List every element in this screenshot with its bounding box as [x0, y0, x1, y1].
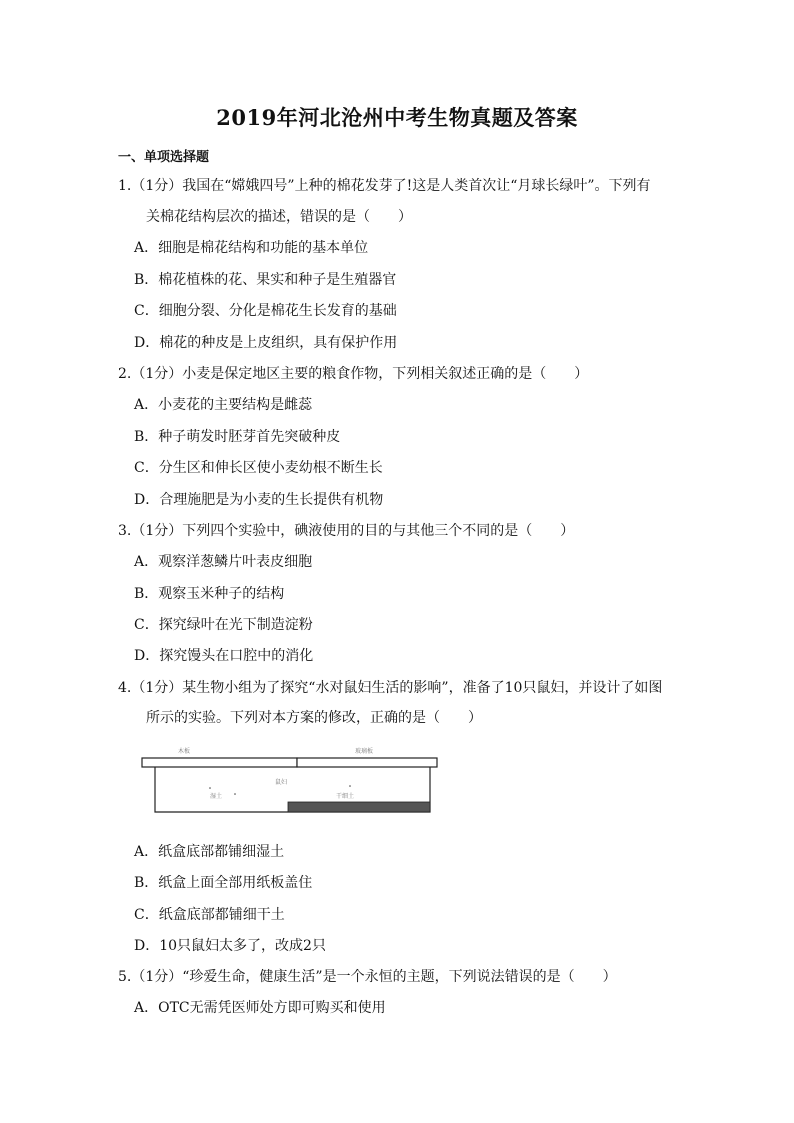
question-2-option-d: D．合理施肥是为小麦的生长提供有机物: [134, 492, 384, 508]
question-3-option-b: B．观察玉米种子的结构: [134, 586, 285, 602]
question-4-option-b: B．纸盒上面全部用纸板盖住: [134, 875, 313, 891]
question-4-option-a: A．纸盒底部都铺细湿土: [134, 844, 285, 860]
question-2-option-c: C．分生区和伸长区使小麦幼根不断生长: [134, 460, 383, 476]
woodlouse-mark: [234, 793, 236, 795]
question-5-option-a: A．OTC无需凭医师处方即可购买和使用: [134, 1000, 386, 1016]
question-2-stem-line-1: 2.（1分）小麦是保定地区主要的粮食作物，下列相关叙述正确的是（ ）: [118, 366, 589, 382]
figure-label-dry-soil: 干细土: [336, 793, 355, 800]
question-5-stem-line-1: 5.（1分）“珍爱生命，健康生活”是一个永恒的主题，下列说法错误的是（ ）: [118, 969, 617, 985]
question-3-option-d: D．探究馒头在口腔中的消化: [134, 648, 314, 664]
figure-label-glass: 玻璃板: [355, 748, 374, 755]
question-2-option-b: B．种子萌发时胚芽首先突破种皮: [134, 429, 341, 445]
figure-label-woodlouse: 鼠妇: [275, 779, 288, 786]
page-title: 2019年河北沧州中考生物真题及答案: [216, 105, 578, 130]
figure-label-wet-soil: 湿土: [210, 793, 223, 800]
question-1-option-d: D．棉花的种皮是上皮组织，具有保护作用: [134, 335, 398, 351]
question-3-option-a: A．观察洋葱鳞片叶表皮细胞: [134, 554, 313, 570]
question-4-option-d: D．10只鼠妇太多了，改成2只: [134, 938, 326, 954]
woodlouse-mark: [349, 785, 351, 787]
question-1-stem-line-2: 关棉花结构层次的描述，错误的是（ ）: [146, 209, 412, 225]
wood-board-cover: [142, 758, 297, 767]
woodlouse-mark: [209, 787, 211, 789]
question-3-option-c: C．探究绿叶在光下制造淀粉: [134, 617, 313, 633]
section-heading: 一、单项选择题: [118, 150, 210, 165]
figure-label-wood: 木板: [178, 748, 191, 755]
glass-board-cover: [297, 758, 437, 767]
experiment-box-figure: [140, 742, 450, 822]
question-1-option-b: B．棉花植株的花、果实和种子是生殖器官: [134, 272, 397, 288]
question-4-option-c: C．纸盒底部都铺细干土: [134, 907, 285, 923]
question-4-stem-line-1: 4.（1分）某生物小组为了探究“水对鼠妇生活的影响”，准备了10只鼠妇，并设计了如图: [118, 680, 663, 696]
question-3-stem-line-1: 3.（1分）下列四个实验中，碘液使用的目的与其他三个不同的是（ ）: [118, 523, 575, 539]
question-1-option-a: A．细胞是棉花结构和功能的基本单位: [134, 240, 369, 256]
question-1-option-c: C．细胞分裂、分化是棉花生长发育的基础: [134, 303, 397, 319]
question-1-stem-line-1: 1.（1分）我国在“嫦娥四号”上种的棉花发芽了!这是人类首次让“月球长绿叶”。下列有: [118, 178, 651, 194]
question-2-option-a: A．小麦花的主要结构是雌蕊: [134, 397, 313, 413]
dry-soil-layer: [288, 802, 430, 812]
question-4-stem-line-2: 所示的实验。下列对本方案的修改，正确的是（ ）: [146, 710, 482, 726]
